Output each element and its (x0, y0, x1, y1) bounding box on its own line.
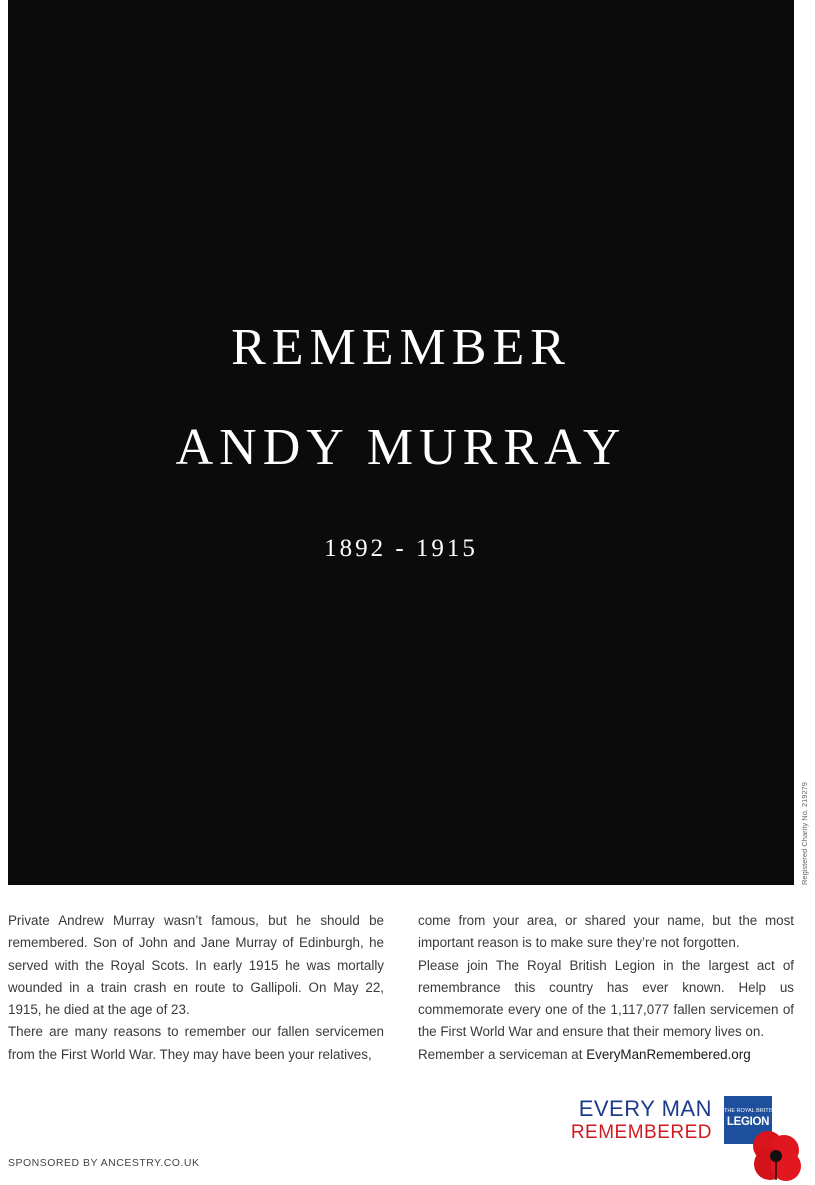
cta-prefix: Remember a serviceman at (418, 1046, 587, 1062)
charity-number: Registered Charity No. 219279 (800, 782, 809, 885)
website-link[interactable]: EveryManRemembered.org (586, 1046, 751, 1062)
life-dates: 1892 - 1915 (324, 535, 478, 562)
body-paragraph: Please join The Royal British Legion in the largest act of remembrance this country has ever known. Help us commemorate every one of the 1,117,077 fallen servicemen of the First World War and ensure that their memory lives on. (418, 957, 794, 1040)
logo-line-remembered: REMEMBERED (570, 1122, 712, 1143)
logo-line-every-man: EVERY MAN (578, 1096, 712, 1121)
body-paragraph: come from your area, or shared your name, but the most important reason is to make sure they’re not forgotten. (418, 913, 794, 951)
hero-panel (8, 0, 794, 885)
body-column-right (418, 910, 794, 1066)
body-paragraph: There are many reasons to remember our fallen servicemen from the First World War. They may have been your relatives, (8, 1024, 384, 1062)
headline-remember: REMEMBER (231, 319, 571, 376)
legion-logo-big-text: LEGION (726, 1116, 770, 1128)
body-column-left (8, 910, 384, 1066)
body-paragraph: Private Andrew Murray wasn’t famous, but he should be remembered. Son of John and Jane Murray of Edinburgh, he served with the Royal Scots. In early 1915 he was mortally wounded in a train crash en route to Gallipoli. On May 22, 1915, he died at the age of 23. (8, 913, 384, 1018)
headline-name: ANDY MURRAY (175, 419, 627, 476)
every-man-remembered-logo (560, 1096, 712, 1144)
sponsor-line: SPONSORED BY ANCESTRY.CO.UK (8, 1157, 200, 1169)
legion-logo-small-text: THE ROYAL BRITISH (724, 1108, 778, 1114)
call-to-action (418, 1044, 794, 1066)
poppy-icon (748, 1128, 804, 1184)
